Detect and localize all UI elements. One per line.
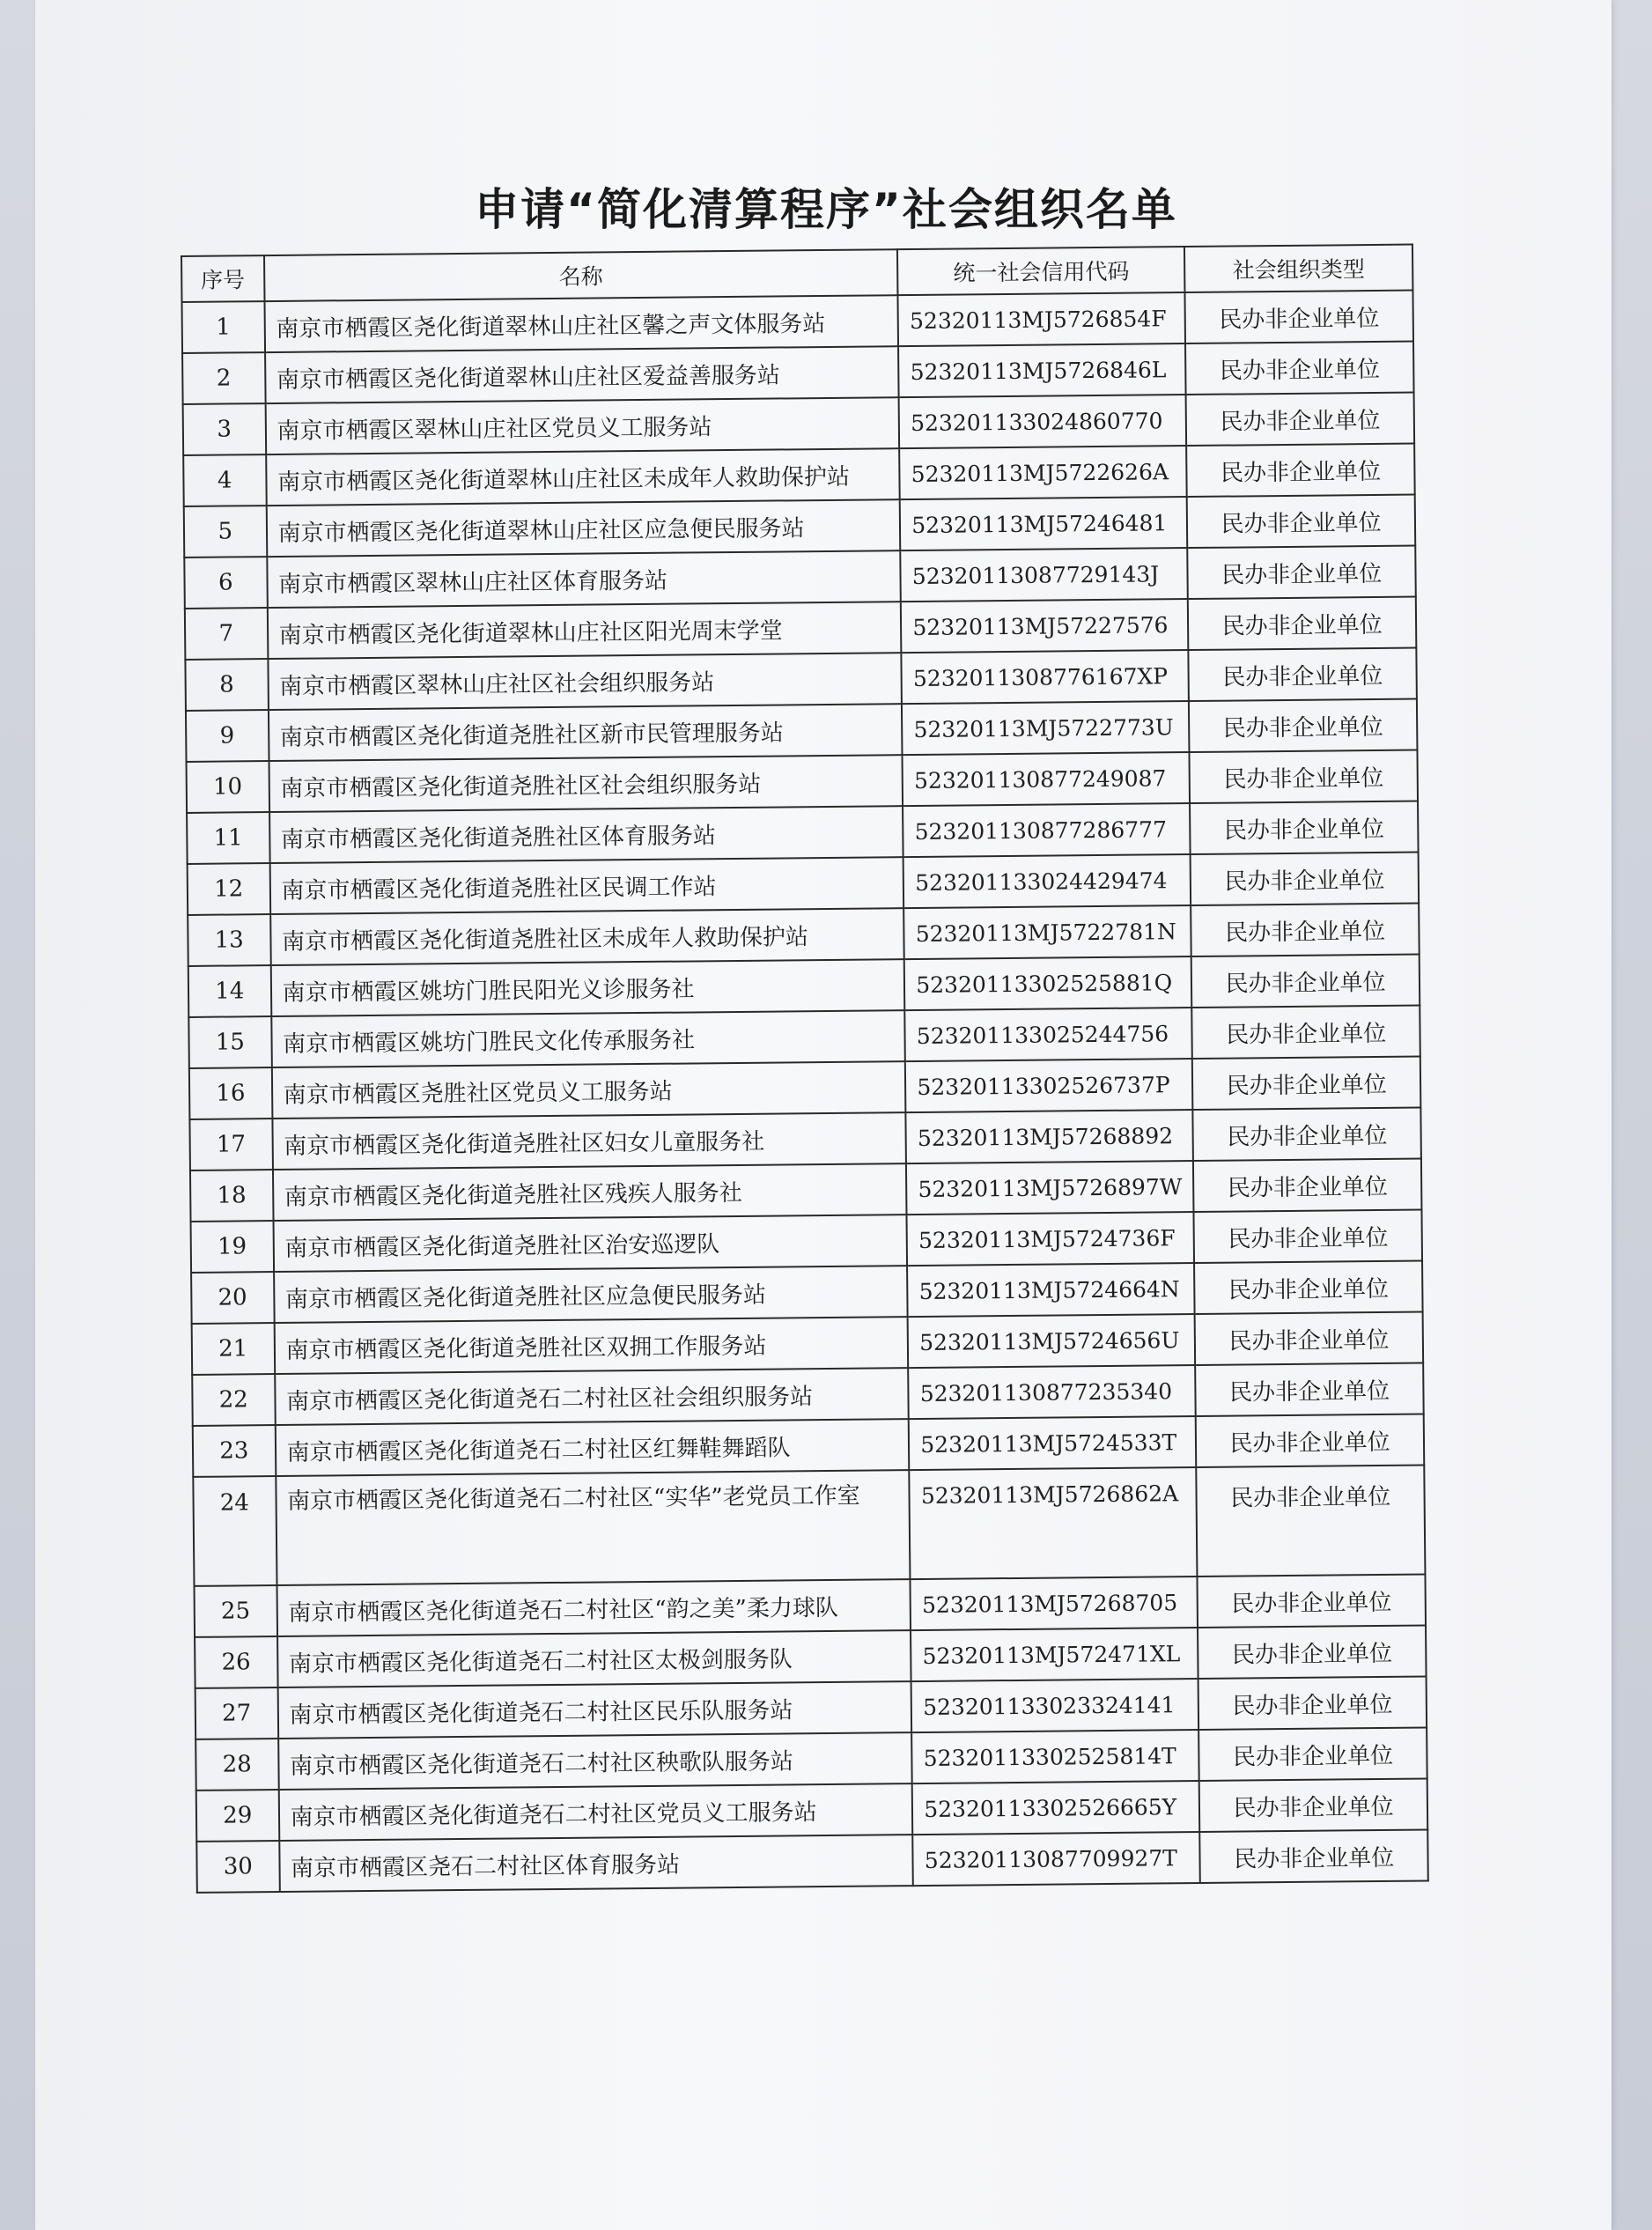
row-code: 52320113MJ5722626A <box>899 446 1186 499</box>
header-type: 社会组织类型 <box>1184 245 1412 292</box>
row-code: 52320113MJ5726862A <box>910 1467 1198 1579</box>
row-name: 南京市栖霞区尧化街道尧石二村社区“韵之美”柔力球队 <box>277 1579 911 1636</box>
row-type: 民办非企业单位 <box>1186 393 1414 446</box>
row-code: 52320113MJ5722773U <box>902 701 1189 755</box>
header-code: 统一社会信用代码 <box>897 247 1184 295</box>
row-index: 7 <box>185 608 268 660</box>
row-index: 19 <box>191 1221 274 1273</box>
row-name: 南京市栖霞区尧化街道尧石二村社区“实华”老党员工作室 <box>276 1470 911 1585</box>
row-name: 南京市栖霞区尧化街道尧胜社区双拥工作服务站 <box>274 1317 908 1374</box>
row-code: 523201133025244756 <box>905 1008 1192 1061</box>
row-code: 523201130877286777 <box>903 803 1190 857</box>
row-type: 民办非企业单位 <box>1199 1829 1427 1882</box>
row-type: 民办非企业单位 <box>1198 1575 1426 1628</box>
row-code: 5232011308776167XP <box>902 650 1189 704</box>
row-type: 民办非企业单位 <box>1192 1057 1420 1110</box>
organization-table <box>181 244 1429 1894</box>
row-type: 民办非企业单位 <box>1191 955 1420 1008</box>
row-index: 8 <box>185 659 268 711</box>
row-type: 民办非企业单位 <box>1190 801 1418 854</box>
row-name: 南京市栖霞区尧化街道尧胜社区应急便民服务站 <box>274 1266 908 1323</box>
row-index: 28 <box>195 1739 278 1791</box>
row-name: 南京市栖霞区姚坊门胜民阳光义诊服务社 <box>270 959 904 1016</box>
row-index: 10 <box>187 761 269 813</box>
row-name: 南京市栖霞区尧化街道尧石二村社区红舞鞋舞蹈队 <box>275 1419 909 1476</box>
row-type: 民办非企业单位 <box>1187 546 1415 599</box>
row-type: 民办非企业单位 <box>1194 1210 1422 1263</box>
row-code: 52320113MJ57246481 <box>900 497 1187 550</box>
row-type: 民办非企业单位 <box>1185 291 1413 343</box>
row-code: 52320113MJ57268705 <box>911 1577 1198 1630</box>
row-name: 南京市栖霞区尧化街道尧胜社区社会组织服务站 <box>269 755 903 812</box>
row-type: 民办非企业单位 <box>1198 1727 1427 1780</box>
header-name: 名称 <box>264 249 898 301</box>
document-title: 申请“简化清算程序”社会组织名单 <box>475 184 1177 235</box>
row-name: 南京市栖霞区尧化街道尧石二村社区民乐队服务站 <box>277 1681 911 1739</box>
row-code: 52320113MJ5722781N <box>903 905 1191 959</box>
row-code: 523201133024429474 <box>903 854 1191 908</box>
row-code: 52320113MJ5724664N <box>907 1263 1194 1317</box>
row-name: 南京市栖霞区尧化街道尧胜社区新市民管理服务站 <box>268 704 902 761</box>
row-type: 民办非企业单位 <box>1185 342 1413 395</box>
row-code: 52320113MJ5726846L <box>898 343 1185 397</box>
row-type: 民办非企业单位 <box>1191 853 1419 905</box>
row-index: 15 <box>188 1016 271 1068</box>
row-type: 民办非企业单位 <box>1195 1363 1423 1416</box>
row-index: 13 <box>188 914 270 966</box>
row-code: 52320113MJ5726897W <box>906 1161 1193 1215</box>
row-name: 南京市栖霞区尧石二村社区体育服务站 <box>279 1835 913 1892</box>
row-name: 南京市栖霞区尧化街道尧石二村社区太极剑服务队 <box>277 1630 911 1687</box>
row-index: 14 <box>188 965 271 1017</box>
row-index: 9 <box>186 710 269 762</box>
row-type: 民办非企业单位 <box>1186 444 1414 497</box>
row-type: 民办非企业单位 <box>1188 597 1416 650</box>
row-name: 南京市栖霞区尧化街道翠林山庄社区应急便民服务站 <box>266 499 900 557</box>
row-type: 民办非企业单位 <box>1196 1414 1424 1467</box>
table-row <box>193 1466 1425 1586</box>
row-type: 民办非企业单位 <box>1196 1466 1425 1577</box>
row-name: 南京市栖霞区尧化街道尧石二村社区社会组织服务站 <box>275 1368 909 1425</box>
row-name: 南京市栖霞区尧化街道尧胜社区民调工作站 <box>269 857 903 914</box>
row-index: 22 <box>192 1374 275 1426</box>
row-index: 25 <box>195 1585 277 1637</box>
row-code: 52320113087709927T <box>913 1832 1200 1886</box>
row-name: 南京市栖霞区尧化街道尧胜社区妇女儿童服务社 <box>272 1112 906 1170</box>
row-code: 52320113302526665Y <box>912 1781 1199 1835</box>
row-type: 民办非企业单位 <box>1189 699 1417 752</box>
row-code: 523201133024860770 <box>899 395 1186 448</box>
row-type: 民办非企业单位 <box>1198 1676 1427 1729</box>
row-type: 民办非企业单位 <box>1189 648 1417 701</box>
row-type: 民办非企业单位 <box>1187 495 1415 548</box>
row-index: 4 <box>183 454 266 506</box>
row-index: 30 <box>196 1841 279 1893</box>
row-type: 民办非企业单位 <box>1193 1108 1421 1161</box>
header-index: 序号 <box>181 255 264 302</box>
row-index: 21 <box>192 1323 275 1375</box>
row-type: 民办非企业单位 <box>1191 904 1419 956</box>
row-type: 民办非企业单位 <box>1198 1625 1426 1678</box>
row-name: 南京市栖霞区尧化街道翠林山庄社区馨之声文体服务站 <box>264 295 898 352</box>
row-name: 南京市栖霞区尧化街道翠林山庄社区未成年人救助保护站 <box>266 448 900 506</box>
table-body <box>182 291 1428 1893</box>
row-code: 52320113MJ57268892 <box>906 1110 1193 1163</box>
row-name: 南京市栖霞区翠林山庄社区社会组织服务站 <box>268 653 902 710</box>
row-index: 5 <box>184 506 267 558</box>
row-index: 16 <box>189 1067 272 1119</box>
row-name: 南京市栖霞区尧化街道尧胜社区残疾人服务社 <box>272 1163 906 1221</box>
row-type: 民办非企业单位 <box>1195 1312 1423 1365</box>
row-index: 23 <box>193 1425 276 1477</box>
row-index: 6 <box>184 557 267 609</box>
row-index: 1 <box>182 301 265 353</box>
row-index: 12 <box>188 863 270 915</box>
row-code: 52320113MJ5724533T <box>909 1416 1196 1470</box>
row-code: 52320113MJ572471XL <box>911 1628 1198 1681</box>
row-name: 南京市栖霞区尧化街道翠林山庄社区阳光周末学堂 <box>267 602 901 659</box>
row-code: 52320113302526737P <box>905 1059 1192 1112</box>
row-name: 南京市栖霞区尧化街道翠林山庄社区爱益善服务站 <box>265 346 899 403</box>
row-code: 52320113302525814T <box>911 1730 1198 1783</box>
row-name: 南京市栖霞区尧胜社区党员义工服务站 <box>271 1061 905 1119</box>
row-index: 20 <box>191 1272 274 1324</box>
row-index: 17 <box>189 1119 272 1170</box>
row-code: 523201130877249087 <box>903 752 1190 806</box>
row-name: 南京市栖霞区尧化街道尧胜社区体育服务站 <box>269 806 903 863</box>
row-type: 民办非企业单位 <box>1193 1159 1421 1212</box>
row-name: 南京市栖霞区尧化街道尧胜社区未成年人救助保护站 <box>270 908 904 965</box>
row-code: 52320113MJ57227576 <box>901 599 1188 653</box>
row-type: 民办非企业单位 <box>1190 750 1418 803</box>
row-index: 2 <box>182 352 265 404</box>
row-index: 29 <box>196 1790 279 1842</box>
row-code: 523201133023324141 <box>911 1679 1198 1732</box>
row-index: 27 <box>195 1687 278 1739</box>
row-name: 南京市栖霞区尧化街道尧石二村社区党员义工服务站 <box>278 1783 912 1841</box>
row-code: 52320113087729143J <box>901 548 1188 602</box>
row-type: 民办非企业单位 <box>1194 1261 1422 1314</box>
row-name: 南京市栖霞区尧化街道尧石二村社区秧歌队服务站 <box>278 1732 912 1790</box>
row-index: 24 <box>193 1476 277 1586</box>
row-code: 52320113MJ5724736F <box>907 1212 1194 1266</box>
row-index: 11 <box>187 812 269 864</box>
row-index: 3 <box>183 403 266 455</box>
row-code: 52320113MJ5726854F <box>898 292 1185 346</box>
row-name: 南京市栖霞区翠林山庄社区体育服务站 <box>267 550 901 608</box>
row-name: 南京市栖霞区姚坊门胜民文化传承服务社 <box>271 1010 905 1067</box>
row-name: 南京市栖霞区尧化街道尧胜社区治安巡逻队 <box>273 1215 907 1272</box>
row-index: 18 <box>190 1170 273 1222</box>
row-index: 26 <box>195 1636 277 1688</box>
row-type: 民办非企业单位 <box>1191 1006 1420 1059</box>
row-name: 南京市栖霞区翠林山庄社区党员义工服务站 <box>265 397 899 454</box>
row-type: 民办非企业单位 <box>1199 1778 1427 1831</box>
table-row <box>196 1829 1427 1892</box>
row-code: 523201130877235340 <box>908 1365 1195 1419</box>
row-code: 52320113MJ5724656U <box>908 1314 1195 1368</box>
row-code: 52320113302525881Q <box>904 956 1191 1010</box>
